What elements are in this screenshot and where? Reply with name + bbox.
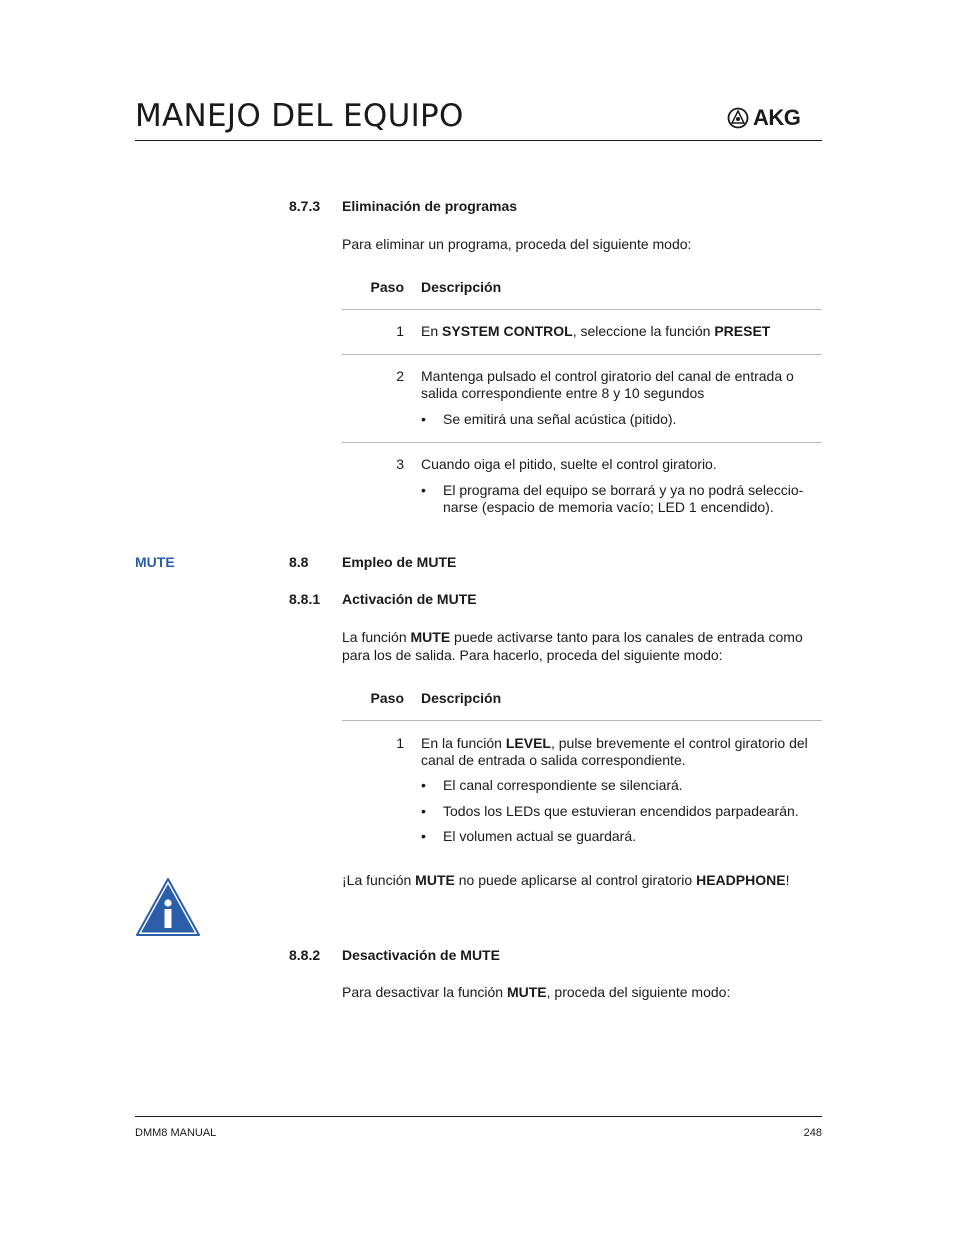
step-description: En SYSTEM CONTROL, seleccione la función PRESET [421,323,771,339]
table-header-description: Descripción [421,690,502,706]
step-number: 2 [396,368,404,384]
footer-manual-name: DMM8 MANUAL [135,1127,217,1139]
section-number: 8.8.2 [289,947,321,963]
table-rule [342,309,822,310]
bullet-marker: • [421,482,426,498]
page-title: MANEJO DEL EQUIPO [135,98,464,134]
section-title: Desactivación de MUTE [342,947,500,963]
step-description: Cuando oiga el pitido, suelte el control giratorio. [421,456,717,472]
bullet-text: El canal correspondiente se silenciará. [443,777,683,793]
table-rule [342,720,822,721]
bullet-text: Se emitirá una señal acústica (pitido). [443,411,677,427]
logo-text: AKG [753,105,801,130]
side-label-mute: MUTE [135,554,175,570]
section-intro: La función MUTE puede activarse tanto para los canales de entrada como para los de salida. Para hacerlo, proceda del siguiente modo: [342,629,803,663]
section-intro: Para desactivar la función MUTE, proceda del siguiente modo: [342,984,731,1000]
step-number: 1 [396,323,404,339]
table-header-step: Paso [370,690,404,706]
page-number: 248 [803,1127,822,1139]
bullet-text: Todos los LEDs que estuvieran encendidos parpadearán. [443,803,799,819]
section-number: 8.8.1 [289,591,321,607]
table-rule [342,354,822,355]
bullet-text: El volumen actual se guardará. [443,828,636,844]
note-text: ¡La función MUTE no puede aplicarse al control giratorio HEADPHONE! [342,872,790,888]
table-header-description: Descripción [421,279,502,295]
section-number: 8.8 [289,554,309,570]
section-title: Activación de MUTE [342,591,477,607]
step-number: 1 [396,735,404,751]
section-title: Eliminación de programas [342,198,518,214]
table-header-step: Paso [370,279,404,295]
step-number: 3 [396,456,404,472]
header-rule [135,140,822,141]
bullet-marker: • [421,411,426,427]
footer-rule [135,1116,822,1117]
section-intro: Para eliminar un programa, proceda del siguiente modo: [342,236,692,252]
info-warning-icon [134,876,202,938]
bullet-marker: • [421,777,426,793]
akg-logo-icon [727,107,749,129]
step-description: En la función LEVEL, pulse brevemente el control giratorio del canal de entrada o salida correspondiente. [421,735,808,768]
bullet-marker: • [421,803,426,819]
bullet-text: El programa del equipo se borrará y ya no podrá seleccio-narse (espacio de memoria vacío; LED 1 encendido). [443,482,804,515]
bullet-marker: • [421,828,426,844]
brand-logo [727,105,823,131]
section-number: 8.7.3 [289,198,321,214]
section-title: Empleo de MUTE [342,554,457,570]
step-description: Mantenga pulsado el control giratorio del canal de entrada o salida correspondiente entre 8 y 10 segundos [421,368,794,401]
table-rule [342,442,822,443]
